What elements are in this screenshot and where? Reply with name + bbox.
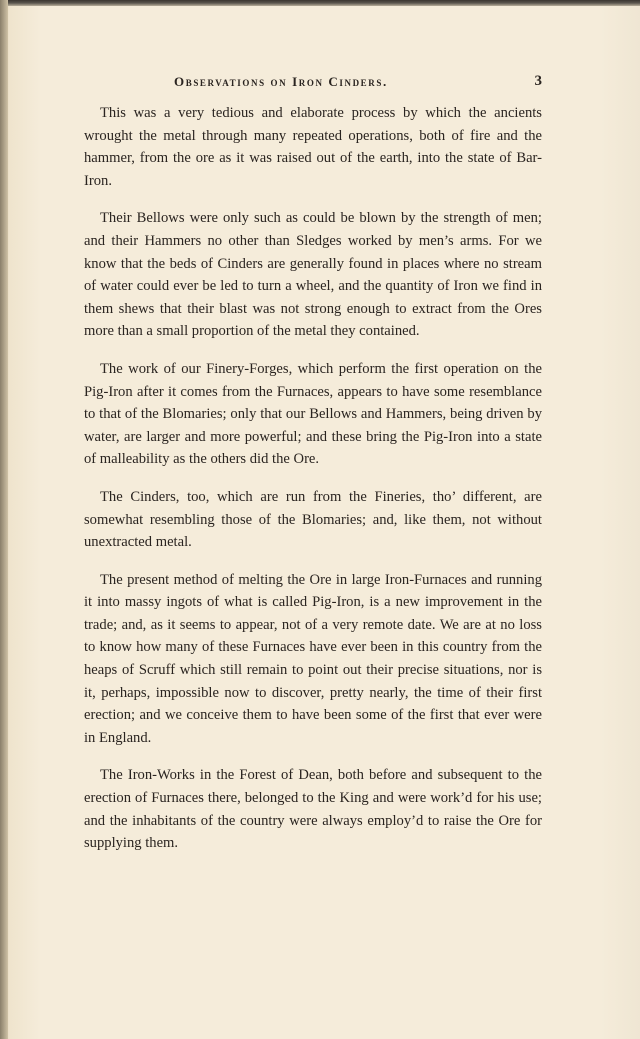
running-head: Observations on Iron Cinders. <box>174 74 388 89</box>
page-number: 3 <box>534 73 542 89</box>
paragraph: This was a very tedious and elaborate process by which the ancients wrought the metal through many repeated operations, both of fire and the hammer, from the ore as it was raised out of the earth, into the state of Bar-Iron. <box>84 105 542 189</box>
paragraph: The work of our Finery-Forges, which perform the first operation on the Pig-Iron after it comes from the Furnaces, appears to have some resemblance to that of the Blomaries; only that our Bellows and Hammers, being driven by water, are larger and more powerful; and these bring the Pig-Iron into a state of malleability as the others did the Ore. <box>84 360 542 468</box>
paragraph: The Cinders, too, which are run from the Fineries, tho’ different, are somewhat resembling those of the Blomaries; and, like them, not without unextracted metal. <box>84 488 542 551</box>
paragraph: The present method of melting the Ore in large Iron-Furnaces and running it into massy ingots of what is called Pig-Iron, is a new improvement in the trade; and, as it seems to appear, not of a very remote date. We are at no loss to know how many of these Furnaces have ever been in this country from the heaps of Scruff which still remain to point out their precise situations, nor is it, perhaps, impossible now to discover, pretty nearly, the time of their first erection; and we conceive them to have been some of the first that ever were in England. <box>84 571 542 746</box>
body-text <box>84 102 542 870</box>
paragraph: The Iron-Works in the Forest of Dean, both before and subsequent to the erection of Furnaces there, belonged to the King and were work’d for his use; and the inhabitants of the country were always employ’d to raise the Ore for supplying them. <box>84 767 542 852</box>
paragraph: Their Bellows were only such as could be blown by the strength of men; and their Hammers no other than Sledges worked by men’s arms. For we know that the beds of Cinders are generally found in places where no stream of water could ever be led to turn a wheel, and the quantity of Iron we find in them shews that their blast was not strong enough to extract from the Ores more than a small proportion of the metal they contained. <box>84 210 542 340</box>
page-header <box>90 74 542 96</box>
spine-shadow <box>0 0 8 1039</box>
top-edge-rule <box>0 0 640 6</box>
